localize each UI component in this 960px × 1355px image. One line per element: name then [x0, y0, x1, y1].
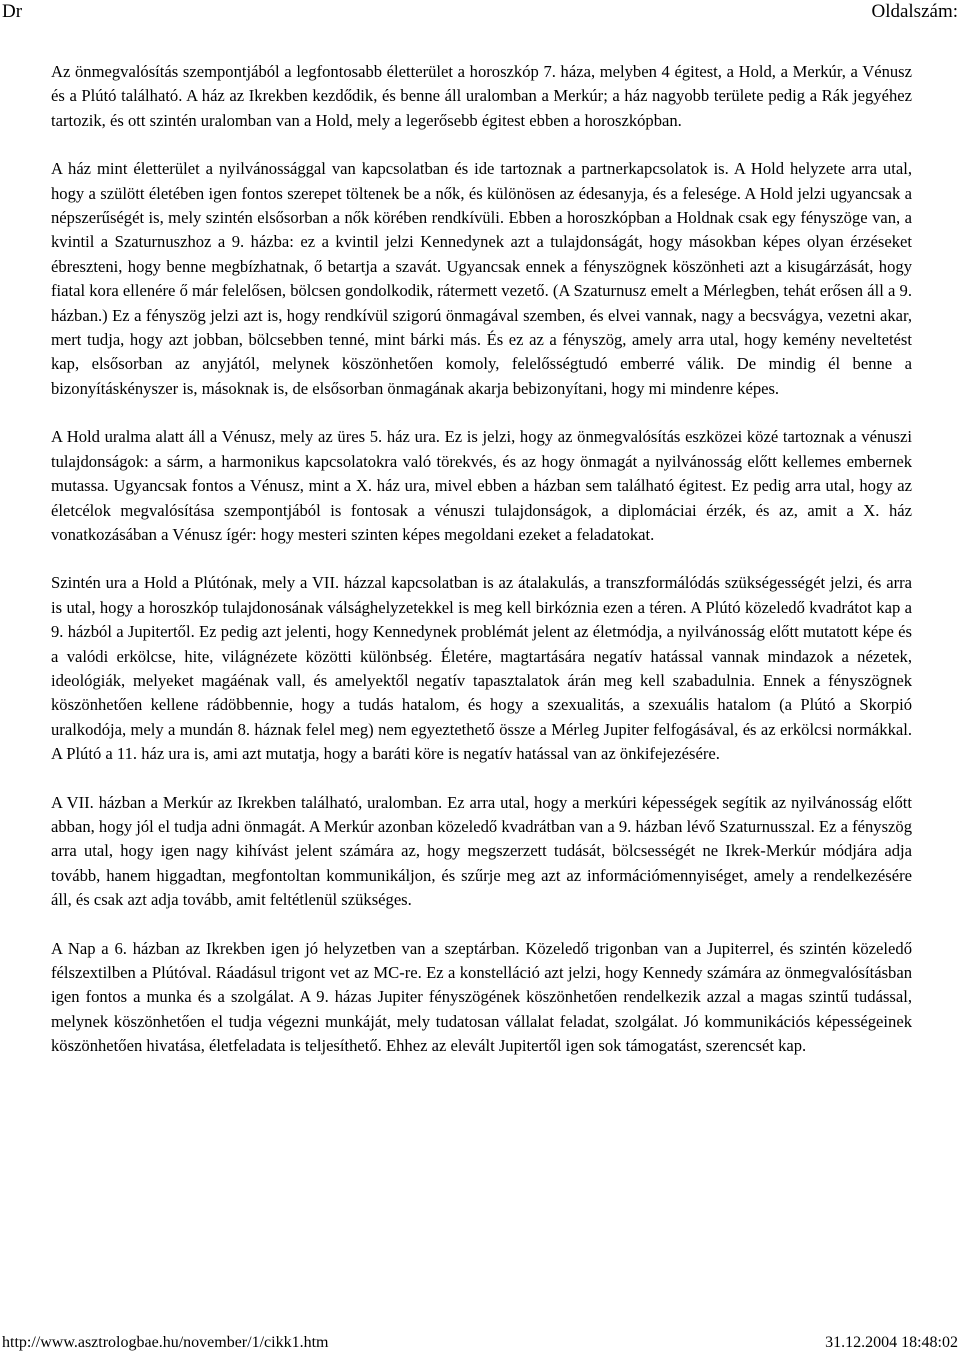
paragraph-1: Az önmegvalósítás szempontjából a legfontosabb életterület a horoszkóp 7. háza, melyben 4 égitest, a Hold, a Merkúr, a Vénusz és a Plútó található. A ház az Ikrekben kezdődik, és benne áll uralomban a Merkúr; a ház nagyobb területe pedig a Rák jegyéhez tartozik, és ott szintén uralomban van a Hold, mely a legerősebb égitest ebben a horoszkópban. [51, 62, 912, 130]
paragraph-6: A Nap a 6. házban az Ikrekben igen jó helyzetben van a szeptárban. Közeledő trigonban van a Jupiterrel, és szintén közeledő félszextilben a Plútóval. Ráadásul trigont vet az MC-re. Ez a konstelláció azt jelzi, hogy Kennedy számára az önmegvalósításban igen fontos a munka és a szolgálat. A 9. házas Jupiter fényszögének köszönhetően rendelkezik azzal a magas szintű tudással, melynek köszönhetően el tudja végezni munkáját, mely tudatosan vállalat feladat, szolgálat. Jó kommunikációs képességeinek köszönhetően hivatása, életfeladata is teljesíthető. Ehhez az elevált Jupitertől igen sok támogatást, szerencsét kap. [51, 938, 912, 1056]
header-page-number-label: Oldalszám: [871, 1, 958, 22]
paragraph-3: A Hold uralma alatt áll a Vénusz, mely az üres 5. ház ura. Ez is jelzi, hogy az önmegvalósítás eszközei közé tartoznak a vénuszi tulajdonságok: a sárm, a harmonikus kapcsolatokra való törekvés, és az hogy önmagát a nyilvánosság előtt kellemes embernek mutassa. Ugyancsak fontos a Vénusz, mint a X. ház ura, mivel ebben a házban sem található égitest. Ez pedig arra utal, hogy az életcélok megvalósítása szempontjából is fontosak a vénuszi tulajdonságok, a diplomáciai érzék, és az, amit a X. ház vonatkozásában a Vénusz ígér: hogy mesteri szinten képes megoldani ezeket a feladatokat. [51, 427, 912, 544]
footer-url: http://www.asztrologbae.hu/november/1/cikk1.htm [2, 1334, 329, 1351]
paragraph-4: Szintén ura a Hold a Plútónak, mely a VII. házzal kapcsolatban is az átalakulás, a transzformálódás szükségességét jelzi, és arra is utal, hogy a horoszkóp tulajdonosának válsághelyzetekkel is meg kell birkóznia ezen a téren. A Plútó közeledő kvadrátot kap a 9. házból a Jupitertől. Ez pedig azt jelenti, hogy Kennedynek problémát jelent az életmódja, a nyilvánosság előtt mutatott képe és a valódi erkölcse, hite, világnézete közötti különbség. Életére, magtartására negatív hatással vannak mindazok a nézetek, ideológiák, melyeket magáénak vall, és amelyektől negatív tapasztalatok árán meg kell szabadulnia. Ennek a fényszögnek köszönhetően kellene rádöbbennie, hogy a tudás hatalom, és hogy a szexualitás, a szexuális hatalom (a Plútó a Skorpió uralkodója, mely a mundán 8. háznak felel meg) nem egyeztethető össze a Mérleg Jupiter felfogásával, és az erkölcsi normákkal. A Plútó a 11. ház ura is, ami azt mutatja, hogy a baráti köre is negatív hatással van az önkifejezésére. [51, 573, 912, 764]
paragraph-5: A VII. házban a Merkúr az Ikrekben található, uralomban. Ez arra utal, hogy a merkúri képességek segítik az nyilvánosság előtt abban, hogy jól el tudja adni önmagát. A Merkúr azonban közeledő kvadrátban van a 9. házban lévő Szaturnusszal. Ez a fényszög arra utal, hogy igen nagy kihívást jelent számára az, hogy megszerzett tudását, bölcsességét ne Ikrek-Merkúr módjára adja tovább, hanem higgadtan, megfontoltan kommunikáljon, és szűrje meg azt az információmennyiséget, amely a rendelkezésére áll, és csak azt adja tovább, amit feltétlenül szükséges. [51, 792, 912, 910]
header-doc-title: Dr [2, 1, 23, 22]
paragraph-2: A ház mint életterület a nyilvánossággal van kapcsolatban és ide tartoznak a partnerkapcsolatok is. A Hold helyzete arra utal, hogy a szülött életében igen fontos szerepet töltenek be a nők, és különösen az édesanyja, és a felesége. A Hold jelzi ugyancsak a népszerűségét is, mely szintén elsősorban a nők körében rendkívüli. Ebben a horoszkópban a Holdnak csak egy fényszöge van, a kvintil a Szaturnuszhoz a 9. házba: ez a kvintil jelzi Kennedynek azt a tulajdonságát, hogy másokban képes olyan érzéseket ébreszteni, hogy benne megbízhatnak, ő betartja a szavát. Ugyancsak ennek a fényszögnek köszönheti azt a kisugárzását, hogy fiatal kora ellenére ő már felelősen, bölcsen gondolkodik, rátermett vezető. (A Szaturnusz emelt a Mérlegben, tehát erősen áll a 9. házban.) Ez a fényszög jelzi azt is, hogy rendkívül szigorú önmagával szemben, és elvei vannak, nagy a becsvágya, vezetni akar, mert tudja, hogy azt jobban, bölcsebben tenné, mint bárki más. És ez az a fényszög, amely arra utal, hogy kemény neveltetést kap, elsősorban az anyjától, melynek köszönhetően komoly, felelősségtudó emberré válik. De mindig él benne a bizonyításkényszer is, másoknak is, de elsősorban önmagának akarja bebizonyítani, hogy mi mindenre képes. [51, 159, 912, 398]
footer-datetime: 31.12.2004 18:48:02 [825, 1334, 958, 1351]
document-body [51, 60, 912, 1083]
